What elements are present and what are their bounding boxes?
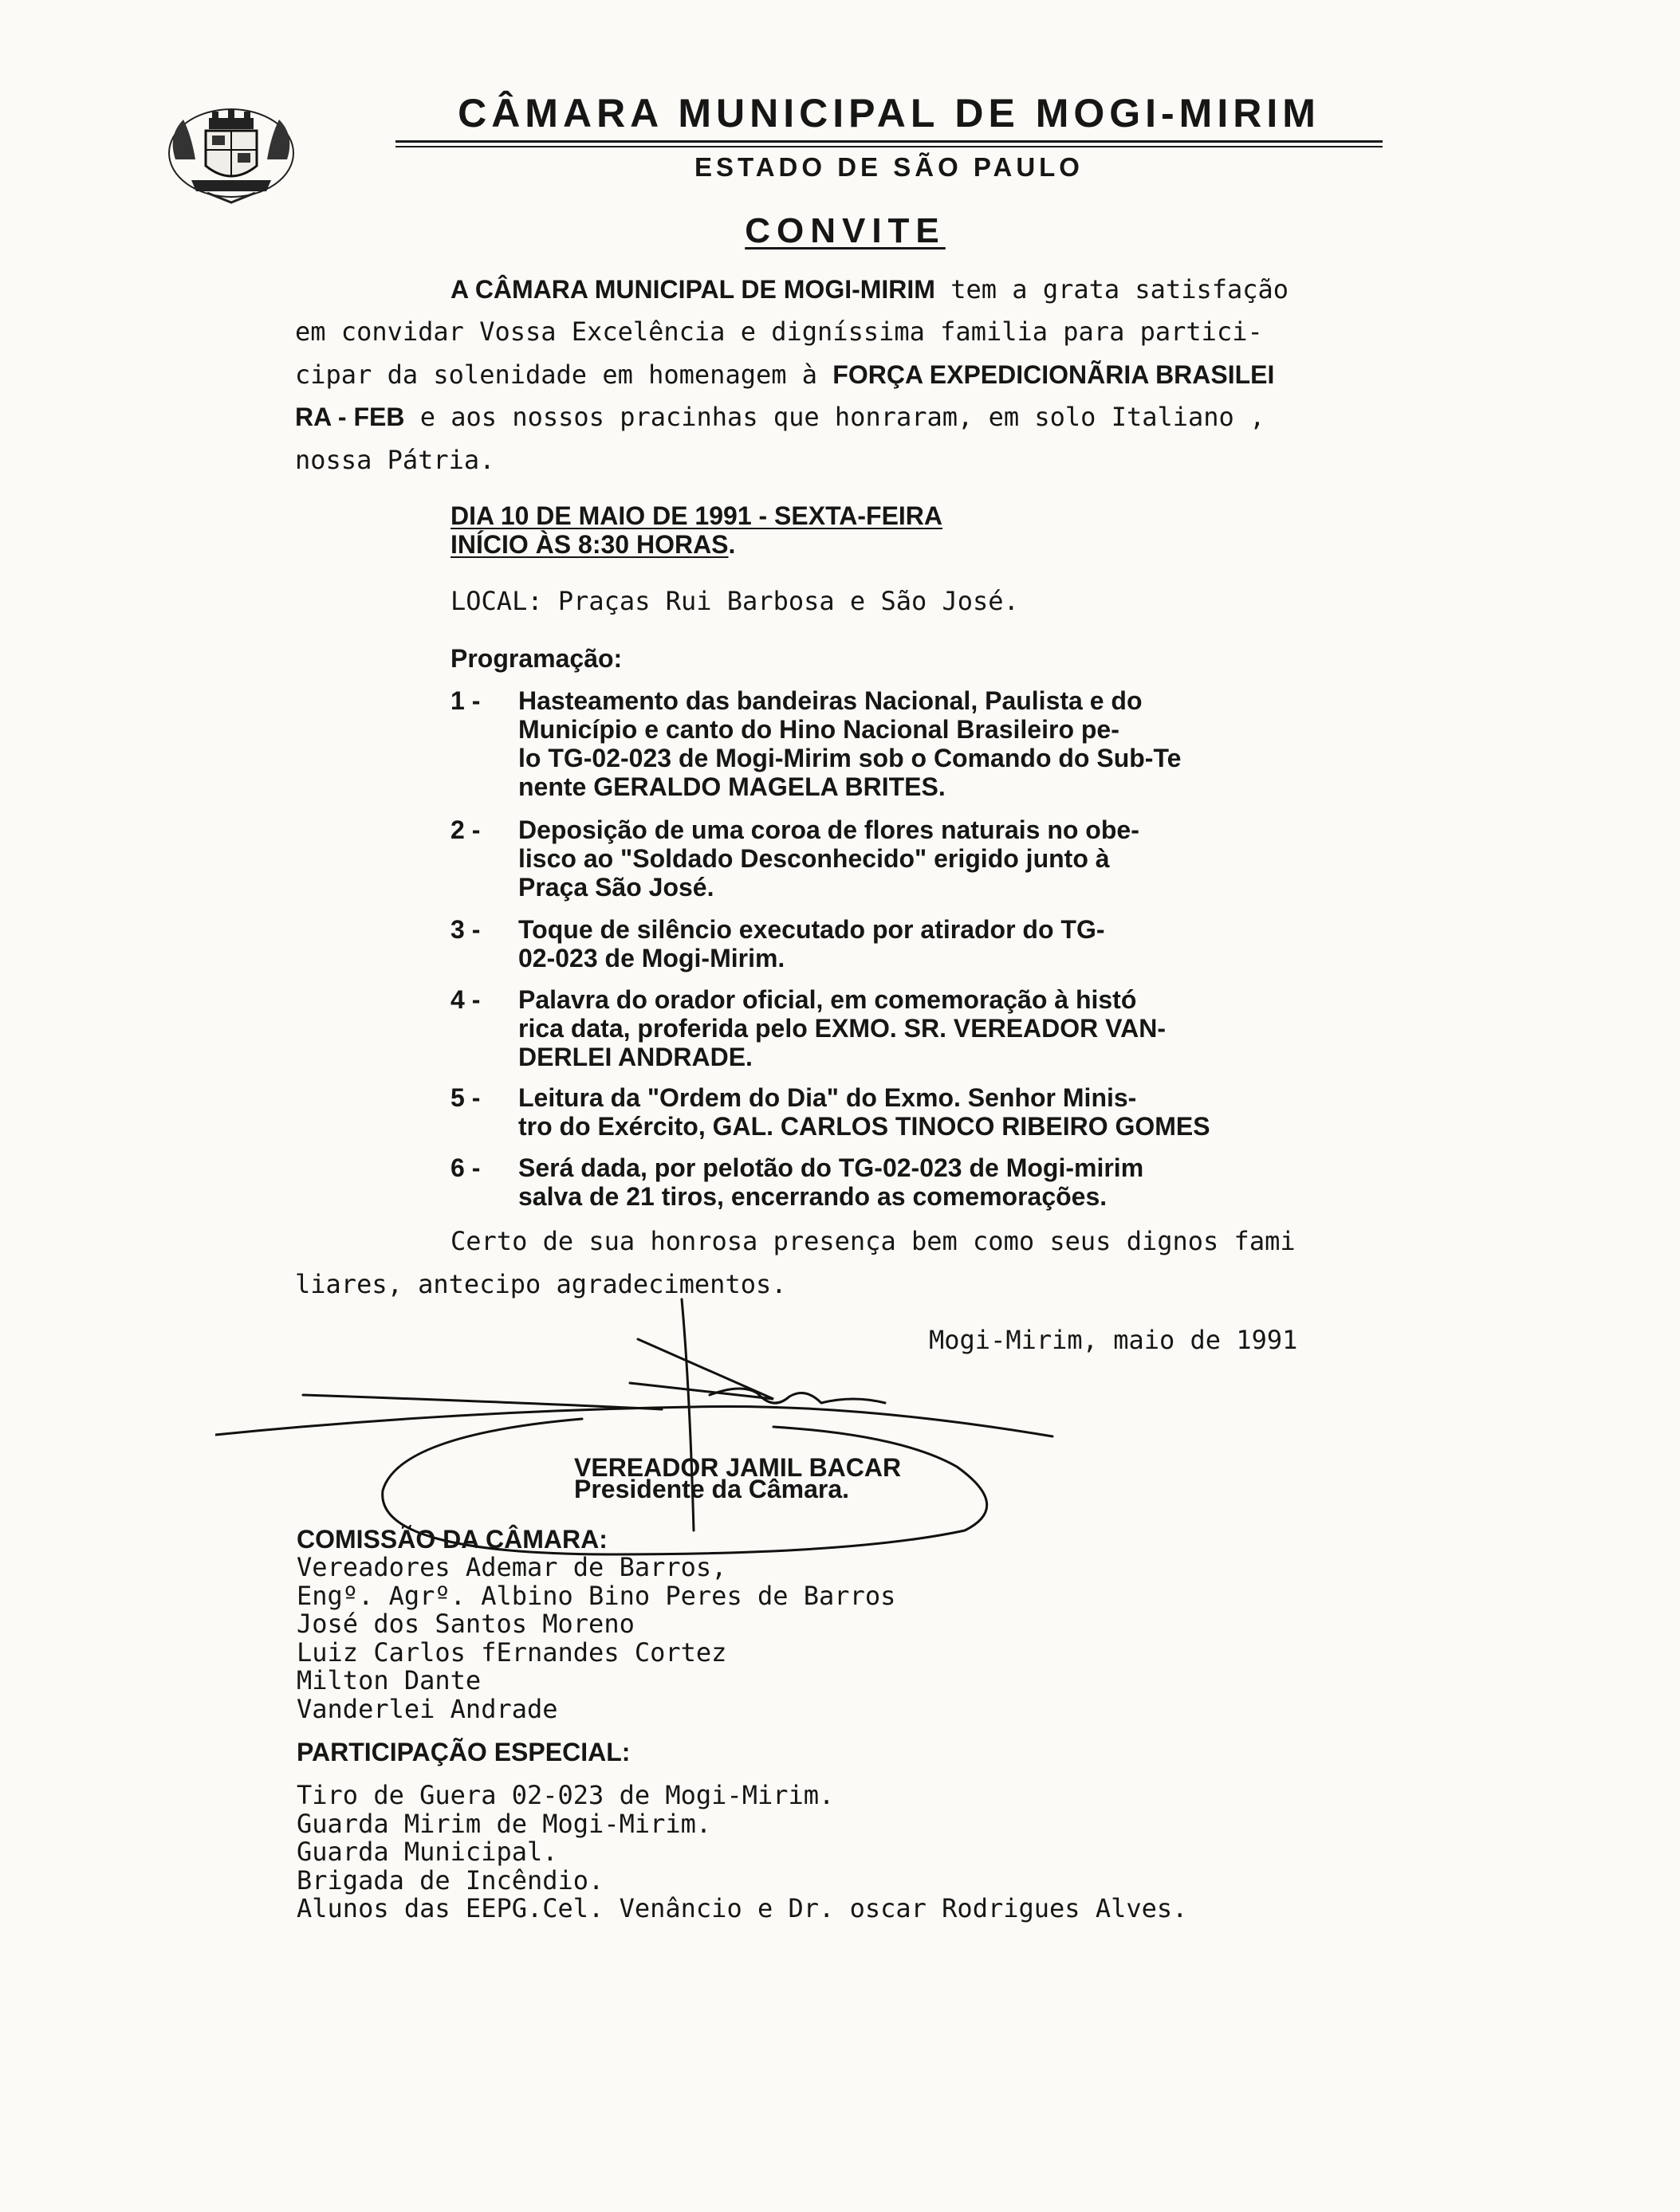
program-item-line: Palavra do orador oficial, em comemoração à histó [518, 985, 1137, 1014]
closing-line: liares, antecipo agradecimentos. [295, 1269, 787, 1299]
program-item-line: lisco ao "Soldado Desconhecido" erigido junto à [518, 844, 1110, 873]
intro-line [450, 275, 1289, 304]
event-start [450, 530, 735, 559]
program-item-line: Toque de silêncio executado por atirador do TG- [518, 915, 1105, 944]
program-item-line: tro do Exército, GAL. CARLOS TINOCO RIBEIRO GOMES [518, 1112, 1210, 1141]
special-heading: PARTICIPAÇÃO ESPECIAL: [297, 1738, 631, 1766]
special-participant: Guarda Municipal. [297, 1837, 558, 1867]
signatory-name: VEREADOR JAMIL BACAR [574, 1453, 902, 1482]
program-heading: Programação: [450, 644, 623, 673]
program-item-line: Deposição de uma coroa de flores naturais no obe- [518, 815, 1139, 844]
program-item-line: Município e canto do Hino Nacional Brasileiro pe- [518, 715, 1119, 744]
event-start-text: INÍCIO ÀS 8:30 HORAS [450, 530, 729, 559]
program-item-line: salva de 21 tiros, encerrando as comemorações. [518, 1182, 1108, 1211]
program-item-line: Hasteamento das bandeiras Nacional, Paulista e do [518, 686, 1143, 715]
special-participant: Alunos das EEPG.Cel. Venâncio e Dr. oscar Rodrigues Alves. [297, 1893, 1188, 1923]
special-participant: Tiro de Guera 02-023 de Mogi-Mirim. [297, 1780, 835, 1810]
coat-of-arms-icon [159, 104, 303, 207]
program-item-number: 6 - [450, 1153, 481, 1182]
program-item-line: 02-023 de Mogi-Mirim. [518, 944, 785, 972]
closing-line: Certo de sua honrosa presença bem como seus dignos fami [450, 1226, 1296, 1256]
intro-text: tem a grata satisfação [934, 274, 1289, 304]
header-rule [395, 140, 1383, 143]
program-item-number: 1 - [450, 686, 481, 715]
state-subtitle: ESTADO DE SÃO PAULO [694, 152, 1084, 182]
program-item-number: 3 - [450, 915, 481, 944]
commission-member: Milton Dante [297, 1665, 482, 1695]
event-location: LOCAL: Praças Rui Barbosa e São José. [450, 586, 1019, 616]
intro-line: nossa Pátria. [295, 445, 495, 475]
program-item-number: 5 - [450, 1083, 481, 1112]
commission-heading: COMISSÃO DA CÂMARA: [297, 1525, 608, 1554]
place-date: Mogi-Mirim, maio de 1991 [929, 1325, 1298, 1355]
commission-member: Luiz Carlos fErnandes Cortez [297, 1637, 727, 1668]
header-rule [395, 146, 1383, 147]
special-participant: Brigada de Incêndio. [297, 1865, 604, 1896]
event-date: DIA 10 DE MAIO DE 1991 - SEXTA-FEIRA [450, 501, 943, 530]
program-item-number: 2 - [450, 815, 481, 844]
program-item-line: Praça São José. [518, 873, 714, 902]
program-item-line: rica data, proferida pelo EXMO. SR. VEREADOR VAN- [518, 1014, 1166, 1043]
intro-bold: A CÂMARA MUNICIPAL DE MOGI-MIRIM [450, 275, 935, 304]
commission-member: Vereadores Ademar de Barros, [297, 1552, 727, 1582]
invitation-title: CONVITE [745, 211, 946, 250]
special-participant: Guarda Mirim de Mogi-Mirim. [297, 1809, 712, 1839]
program-item-line: nente GERALDO MAGELA BRITES. [518, 772, 946, 801]
intro-text: cipar da solenidade em homenagem à [295, 359, 833, 390]
commission-member: Engº. Agrº. Albino Bino Peres de Barros [297, 1581, 896, 1611]
program-item-line: Leitura da "Ordem do Dia" do Exmo. Senhor Minis- [518, 1083, 1137, 1112]
signatory-role: Presidente da Câmara. [574, 1475, 850, 1503]
intro-text: e aos nossos pracinhas que honraram, em solo Italiano , [404, 402, 1265, 432]
chamber-title: CÂMARA MUNICIPAL DE MOGI-MIRIM [458, 91, 1320, 136]
intro-bold: RA - FEB [295, 403, 405, 431]
event-start-punct: . [728, 530, 736, 559]
program-item-number: 4 - [450, 985, 481, 1014]
program-item-line: DERLEI ANDRADE. [518, 1043, 753, 1071]
program-item-line: lo TG-02-023 de Mogi-Mirim sob o Comando do Sub-Te [518, 744, 1182, 772]
commission-member: José dos Santos Moreno [297, 1609, 635, 1639]
program-item-line: Será dada, por pelotão do TG-02-023 de Mogi-mirim [518, 1153, 1144, 1182]
intro-bold: FORÇA EXPEDICIONÃRIA BRASILEI [832, 360, 1275, 389]
intro-line: em convidar Vossa Excelência e digníssima familia para partici- [295, 316, 1263, 347]
intro-line [295, 360, 1274, 389]
intro-line [295, 403, 1265, 431]
commission-member: Vanderlei Andrade [297, 1694, 558, 1724]
